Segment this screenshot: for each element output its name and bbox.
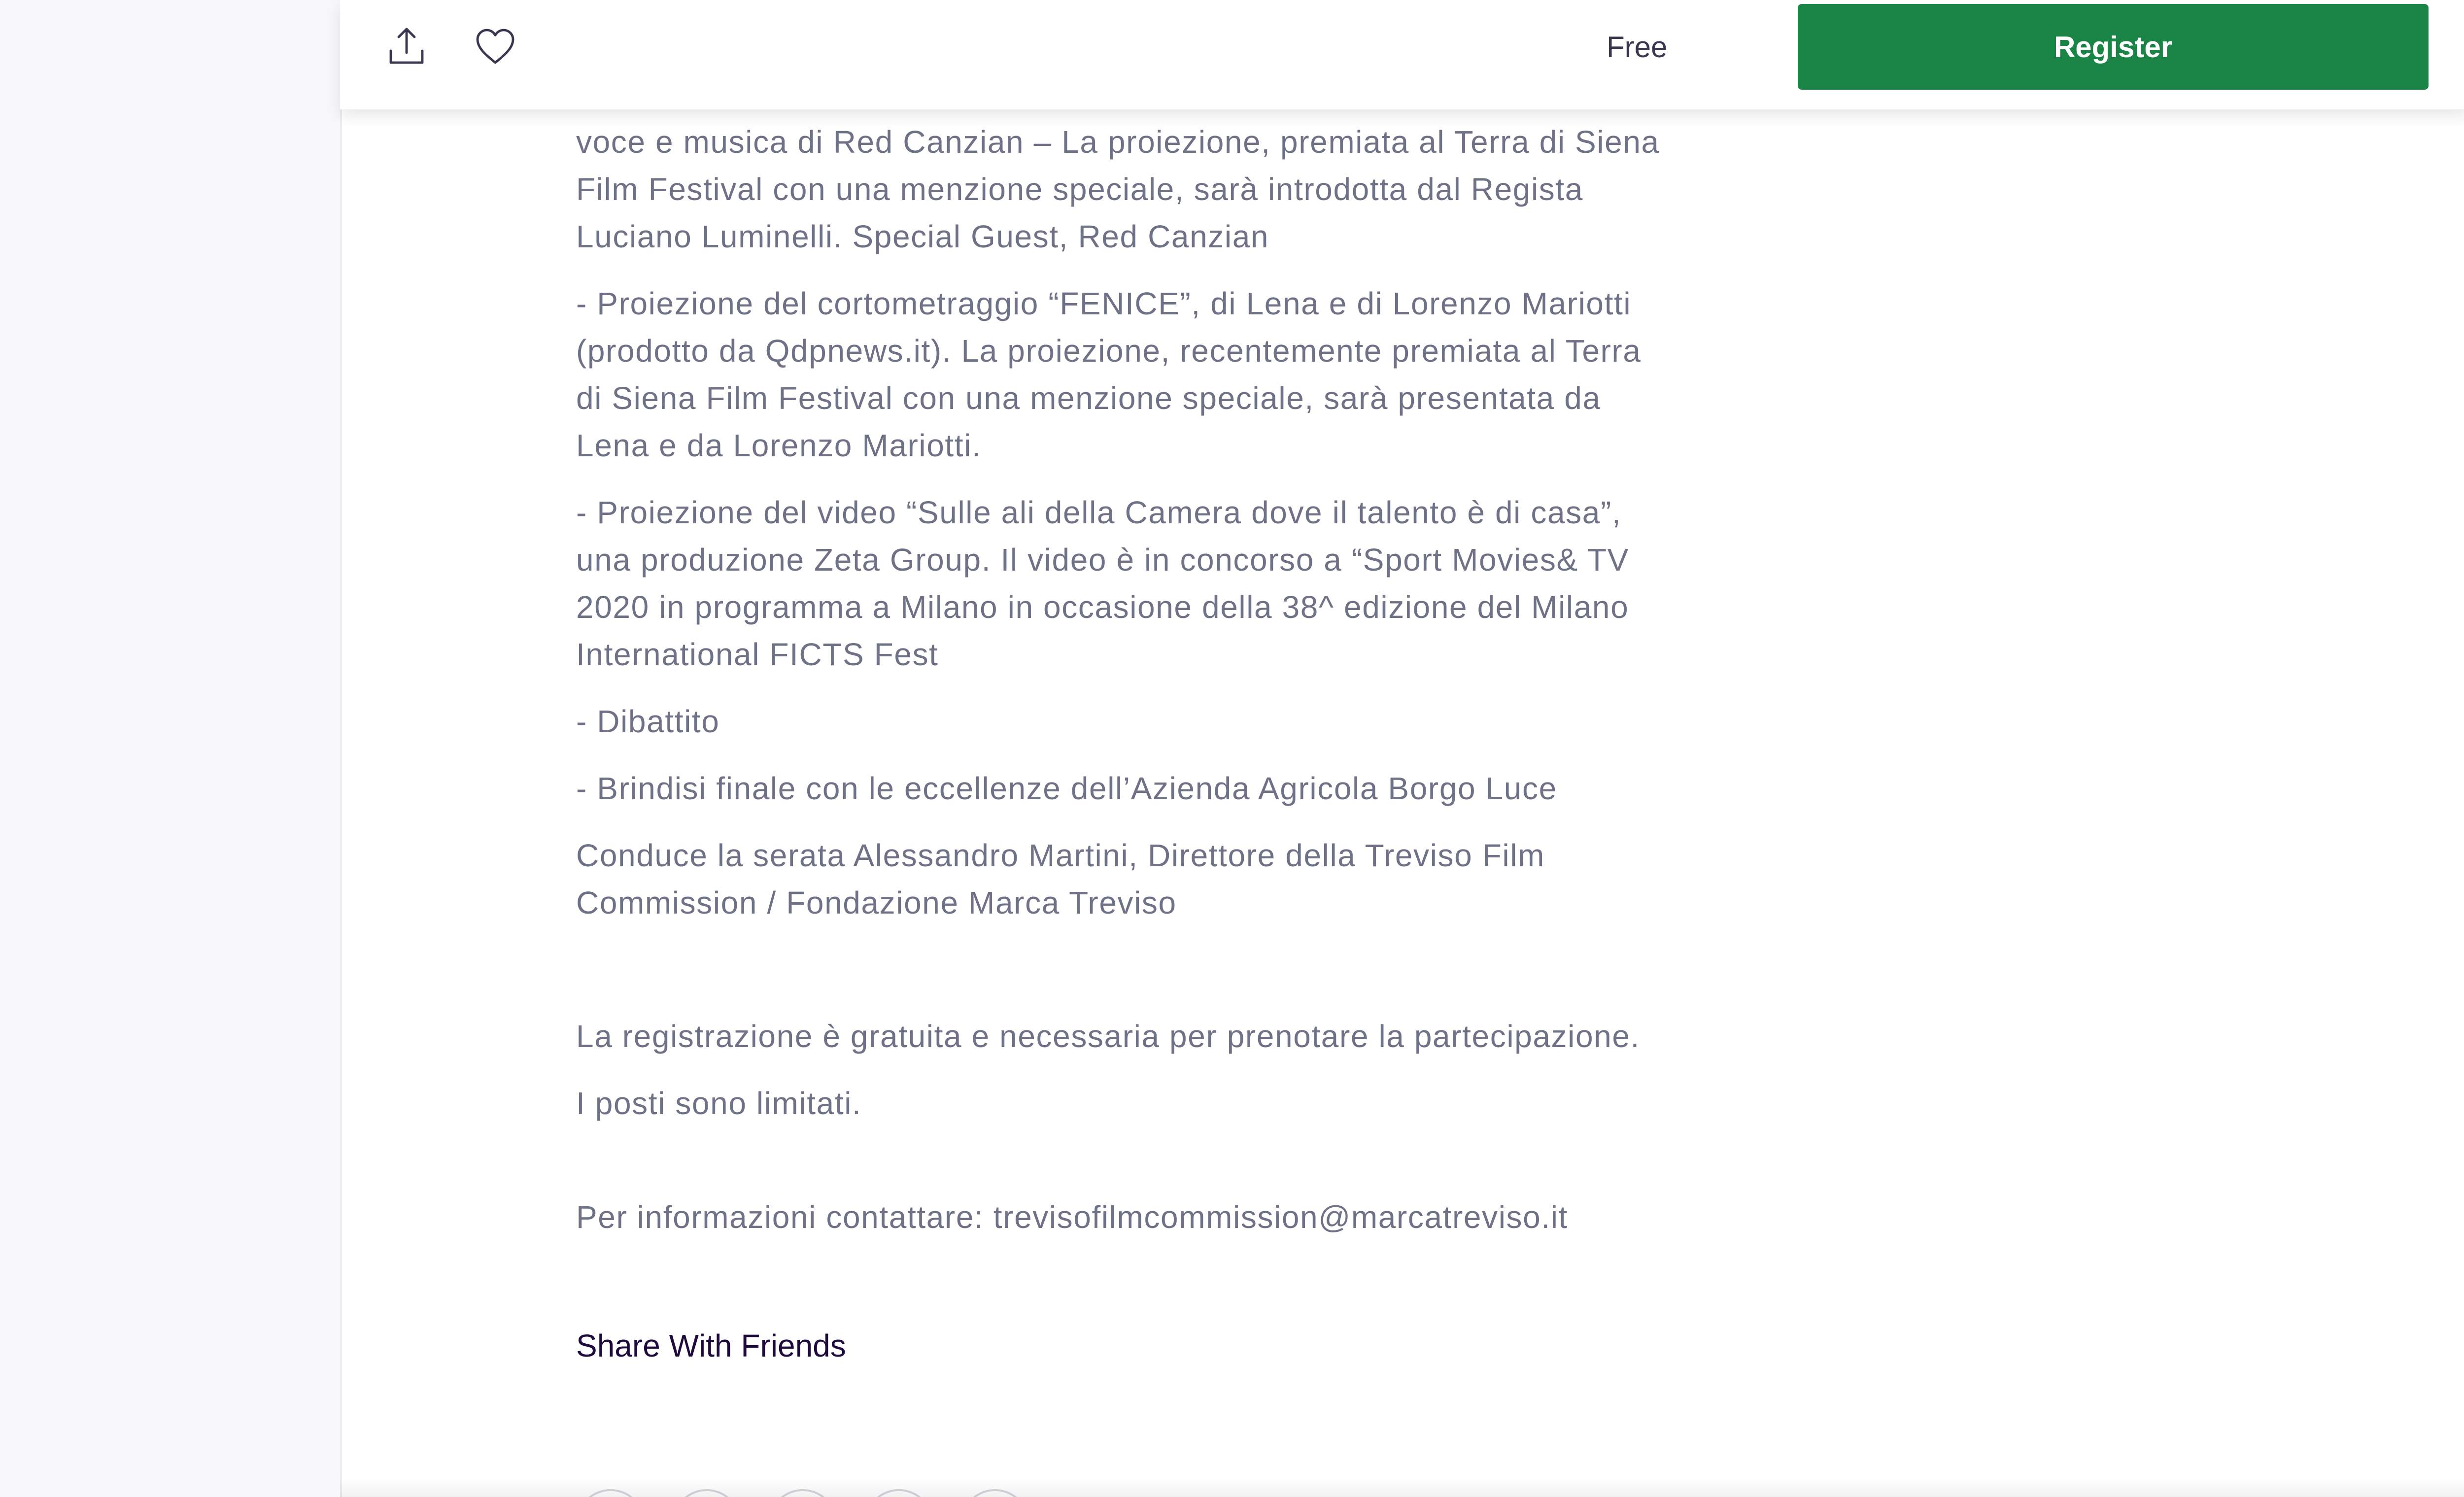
share-button[interactable] <box>379 20 434 74</box>
description-paragraph: - Dibattito <box>576 704 720 739</box>
description-paragraph: Conduce la serata Alessandro Martini, Direttore della Treviso Film Commission / Fondazione Marca Treviso <box>576 838 1545 920</box>
heart-icon <box>472 23 519 70</box>
spacer <box>576 1147 1660 1193</box>
description-paragraph: voce e musica di Red Canzian – La proiezione, premiata al Terra di Siena Film Festival con una menzione speciale, sarà introdotta dal Regista Luciano Luminelli. Special Guest, Red Canzian <box>576 124 1660 254</box>
spacer <box>576 1260 1660 1322</box>
sticky-action-bar <box>340 0 2464 109</box>
contact-email-link[interactable]: trevisofilmcommission@marcatreviso.it <box>993 1199 1568 1235</box>
contact-prefix: Per informazioni contattare: <box>576 1199 993 1235</box>
like-button[interactable] <box>468 20 522 74</box>
description-paragraph: - Brindisi finale con le eccellenze dell’Azienda Agricola Borgo Luce <box>576 771 1557 806</box>
price-label: Free <box>1607 31 1668 64</box>
event-description <box>576 118 1660 1369</box>
register-button[interactable]: Register <box>1798 4 2429 90</box>
spacer <box>576 946 1660 1013</box>
bottom-bar-shadow <box>340 1477 2464 1497</box>
share-upload-icon <box>383 23 430 70</box>
description-paragraph: - Proiezione del video “Sulle ali della Camera dove il talento è di casa”, una produzione Zeta Group. Il video è in concorso a “Sport Movies& TV 2020 in programma a Milano in occasione della 38^ edizione del Milano International FICTS Fest <box>576 495 1629 672</box>
description-paragraph: - Proiezione del cortometraggio “FENICE”, di Lena e di Lorenzo Mariotti (prodotto da Qdpnews.it). La proiezione, recentemente premiata al Terra di Siena Film Festival con una menzione speciale, sarà presentata da Lena e da Lorenzo Mariotti. <box>576 286 1642 463</box>
contact-paragraph <box>576 1193 1660 1241</box>
description-paragraph: La registrazione è gratuita e necessaria per prenotare la partecipazione. <box>576 1019 1640 1054</box>
share-with-friends-heading: Share With Friends <box>576 1328 846 1363</box>
description-paragraph: I posti sono limitati. <box>576 1086 862 1121</box>
